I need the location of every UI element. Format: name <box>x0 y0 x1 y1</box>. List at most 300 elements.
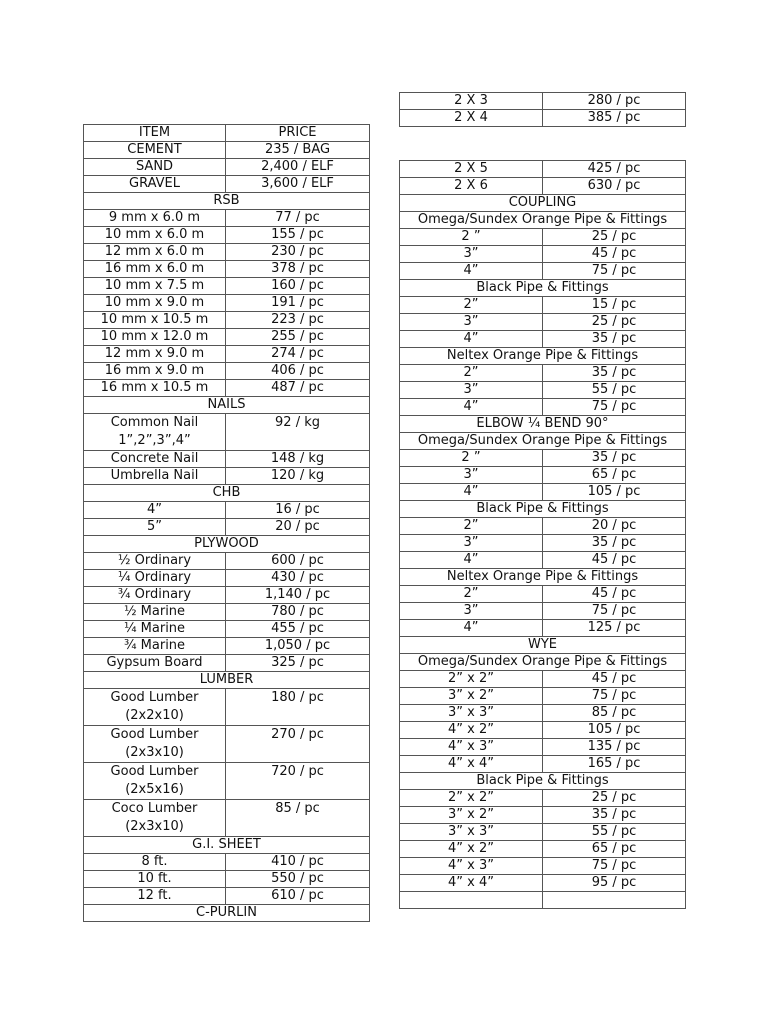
item-cell <box>84 800 226 837</box>
item-name: GRAVEL <box>129 176 180 191</box>
price-cell: 235 / BAG <box>226 142 370 159</box>
price-cell: 270 / pc <box>226 726 370 763</box>
price-cell: 1,050 / pc <box>226 638 370 655</box>
item-cell <box>84 689 226 726</box>
item-cell <box>400 722 543 739</box>
table-row <box>84 587 370 604</box>
price-cell: 25 / pc <box>543 314 686 331</box>
item-name: Good Lumber <box>110 690 199 705</box>
table-row <box>84 261 370 278</box>
item-cell <box>84 655 226 672</box>
item-name: 2” <box>463 297 479 312</box>
item-name: 10 mm x 12.0 m <box>100 329 209 344</box>
price-cell: 120 / kg <box>226 468 370 485</box>
item-name: CEMENT <box>127 142 182 157</box>
item-cell <box>84 227 226 244</box>
table-row <box>84 726 370 763</box>
item-name: Good Lumber <box>110 764 199 779</box>
item-cell <box>84 329 226 346</box>
price-cell: 85 / pc <box>543 705 686 722</box>
item-name: 10 ft. <box>137 871 172 886</box>
table-row <box>400 229 686 246</box>
price-table-left-body <box>84 125 370 922</box>
section-header-row <box>84 672 370 689</box>
table-row <box>84 502 370 519</box>
price-table-right-top-body <box>400 93 686 127</box>
price-cell: 630 / pc <box>543 178 686 195</box>
section-header: WYE <box>400 637 686 654</box>
price-cell: 378 / pc <box>226 261 370 278</box>
price-cell: 1,140 / pc <box>226 587 370 604</box>
item-cell <box>400 331 543 348</box>
section-header-row <box>400 637 686 654</box>
item-name: 16 mm x 6.0 m <box>104 261 205 276</box>
item-cell <box>400 382 543 399</box>
table-row <box>400 756 686 773</box>
price-cell: 160 / pc <box>226 278 370 295</box>
table-row <box>400 841 686 858</box>
price-cell: 77 / pc <box>226 210 370 227</box>
item-cell <box>84 621 226 638</box>
price-cell: 600 / pc <box>226 553 370 570</box>
section-header-row <box>84 485 370 502</box>
item-name: 2” <box>463 518 479 533</box>
item-detail: 1”,2”,3”,4” <box>118 433 191 448</box>
table-row <box>400 93 686 110</box>
price-cell: 75 / pc <box>543 399 686 416</box>
section-header: LUMBER <box>84 672 370 689</box>
table-row <box>400 705 686 722</box>
price-cell: 223 / pc <box>226 312 370 329</box>
item-cell <box>84 451 226 468</box>
price-cell: 191 / pc <box>226 295 370 312</box>
item-cell <box>400 858 543 875</box>
section-header-row <box>400 569 686 586</box>
item-name: ITEM <box>138 125 171 140</box>
table-row <box>400 518 686 535</box>
table-row <box>400 484 686 501</box>
section-header: C-PURLIN <box>84 905 370 922</box>
price-cell: 430 / pc <box>226 570 370 587</box>
item-detail: (2x5x16) <box>125 782 184 797</box>
price-cell: 45 / pc <box>543 552 686 569</box>
item-cell <box>84 142 226 159</box>
item-cell <box>84 468 226 485</box>
item-cell <box>400 365 543 382</box>
table-row <box>84 227 370 244</box>
table-row <box>400 824 686 841</box>
item-cell <box>400 807 543 824</box>
price-table-left <box>83 124 370 922</box>
section-header-row <box>400 501 686 518</box>
item-cell <box>84 570 226 587</box>
item-name: ½ Marine <box>123 604 186 619</box>
item-name: 12 mm x 6.0 m <box>104 244 205 259</box>
item-name: 4” <box>463 399 479 414</box>
price-cell: 385 / pc <box>543 110 686 127</box>
item-name: 16 mm x 9.0 m <box>104 363 205 378</box>
item-cell <box>84 363 226 380</box>
price-cell: 75 / pc <box>543 263 686 280</box>
section-header-row <box>400 654 686 671</box>
section-header: RSB <box>84 193 370 210</box>
item-name: 3” <box>463 467 479 482</box>
table-row <box>84 570 370 587</box>
section-header-row <box>400 773 686 790</box>
price-cell: 75 / pc <box>543 688 686 705</box>
table-row <box>84 363 370 380</box>
item-cell <box>400 552 543 569</box>
item-name: 4” <box>463 552 479 567</box>
table-row <box>400 722 686 739</box>
item-name: 4” x 3” <box>448 739 494 754</box>
item-cell <box>400 535 543 552</box>
item-name: Good Lumber <box>110 727 199 742</box>
item-name: ¼ Marine <box>123 621 186 636</box>
price-cell: 455 / pc <box>226 621 370 638</box>
item-cell <box>400 263 543 280</box>
item-name: 4” <box>463 263 479 278</box>
table-row <box>400 552 686 569</box>
section-header: Omega/Sundex Orange Pipe & Fittings <box>400 433 686 450</box>
price-table-right-top <box>399 92 686 127</box>
table-row <box>400 467 686 484</box>
item-cell <box>84 278 226 295</box>
item-name: 4” <box>463 331 479 346</box>
price-cell: 487 / pc <box>226 380 370 397</box>
section-header-row <box>400 348 686 365</box>
table-row <box>400 450 686 467</box>
item-cell <box>84 295 226 312</box>
item-name: 4” x 3” <box>448 858 494 873</box>
item-name: Umbrella Nail <box>110 468 199 483</box>
item-cell <box>84 414 226 451</box>
item-name: 10 mm x 6.0 m <box>104 227 205 242</box>
item-cell <box>400 603 543 620</box>
price-cell: 55 / pc <box>543 382 686 399</box>
section-header: Omega/Sundex Orange Pipe & Fittings <box>400 212 686 229</box>
table-row <box>84 519 370 536</box>
price-cell: 105 / pc <box>543 484 686 501</box>
table-row <box>84 244 370 261</box>
table-row <box>400 807 686 824</box>
item-name: 4” <box>146 502 162 517</box>
section-header-row <box>84 193 370 210</box>
item-name: 2 X 5 <box>454 161 488 176</box>
price-cell: 165 / pc <box>543 756 686 773</box>
item-detail: (2x3x10) <box>125 745 184 760</box>
item-name: 5” <box>146 519 162 534</box>
table-row <box>400 246 686 263</box>
item-name: 10 mm x 10.5 m <box>100 312 209 327</box>
section-header: Black Pipe & Fittings <box>400 773 686 790</box>
price-cell: 325 / pc <box>226 655 370 672</box>
price-cell: 135 / pc <box>543 739 686 756</box>
price-cell: PRICE <box>226 125 370 142</box>
table-row <box>84 689 370 726</box>
section-header: NAILS <box>84 397 370 414</box>
item-cell <box>84 604 226 621</box>
item-name: 2” x 2” <box>448 790 494 805</box>
item-name: 16 mm x 10.5 m <box>100 380 209 395</box>
item-cell <box>84 346 226 363</box>
price-cell: 550 / pc <box>226 871 370 888</box>
item-cell <box>400 467 543 484</box>
table-row <box>84 176 370 193</box>
item-cell <box>400 518 543 535</box>
item-cell <box>84 763 226 800</box>
section-header: G.I. SHEET <box>84 837 370 854</box>
item-cell <box>400 841 543 858</box>
table-row <box>400 161 686 178</box>
item-name: 3” x 3” <box>448 824 494 839</box>
table-row <box>84 380 370 397</box>
item-cell <box>84 888 226 905</box>
section-header-row <box>84 837 370 854</box>
price-cell: 65 / pc <box>543 467 686 484</box>
price-cell: 16 / pc <box>226 502 370 519</box>
price-cell: 255 / pc <box>226 329 370 346</box>
item-name: 9 mm x 6.0 m <box>108 210 201 225</box>
item-name: 3” <box>463 246 479 261</box>
table-row <box>84 125 370 142</box>
price-cell: 35 / pc <box>543 450 686 467</box>
item-name: 2 X 6 <box>454 178 488 193</box>
item-cell <box>400 93 543 110</box>
price-cell: 3,600 / ELF <box>226 176 370 193</box>
price-cell: 406 / pc <box>226 363 370 380</box>
price-cell: 92 / kg <box>226 414 370 451</box>
item-name: 12 mm x 9.0 m <box>104 346 205 361</box>
table-row <box>400 892 686 909</box>
item-cell <box>400 705 543 722</box>
section-header-row <box>84 397 370 414</box>
table-row <box>84 451 370 468</box>
price-cell: 25 / pc <box>543 790 686 807</box>
price-cell: 25 / pc <box>543 229 686 246</box>
table-row <box>84 468 370 485</box>
item-cell <box>84 726 226 763</box>
item-cell <box>400 671 543 688</box>
table-row <box>84 800 370 837</box>
table-row <box>400 790 686 807</box>
table-row <box>400 671 686 688</box>
item-cell <box>84 502 226 519</box>
price-cell: 75 / pc <box>543 603 686 620</box>
price-table-right <box>399 160 686 909</box>
item-name: 2” <box>463 586 479 601</box>
section-header: Black Pipe & Fittings <box>400 501 686 518</box>
item-cell <box>400 399 543 416</box>
item-name: 2 ” <box>461 229 481 244</box>
item-cell <box>84 261 226 278</box>
item-name: 2” x 2” <box>448 671 494 686</box>
item-name: 10 mm x 9.0 m <box>104 295 205 310</box>
table-row <box>84 604 370 621</box>
section-header: Neltex Orange Pipe & Fittings <box>400 348 686 365</box>
item-cell <box>84 587 226 604</box>
item-cell <box>84 210 226 227</box>
item-cell <box>84 854 226 871</box>
price-cell: 95 / pc <box>543 875 686 892</box>
item-cell <box>400 756 543 773</box>
table-row <box>400 314 686 331</box>
price-table-right-body <box>400 161 686 909</box>
table-row <box>400 535 686 552</box>
price-cell: 35 / pc <box>543 807 686 824</box>
item-cell <box>400 314 543 331</box>
price-cell: 45 / pc <box>543 586 686 603</box>
price-cell: 125 / pc <box>543 620 686 637</box>
price-cell: 65 / pc <box>543 841 686 858</box>
price-cell: 274 / pc <box>226 346 370 363</box>
price-cell: 410 / pc <box>226 854 370 871</box>
price-cell: 2,400 / ELF <box>226 159 370 176</box>
item-detail: (2x2x10) <box>125 708 184 723</box>
table-row <box>84 295 370 312</box>
section-header-row <box>84 536 370 553</box>
section-header: CHB <box>84 485 370 502</box>
table-row <box>400 178 686 195</box>
table-row <box>84 312 370 329</box>
item-cell <box>400 484 543 501</box>
item-name: 4” x 4” <box>448 756 494 771</box>
item-cell <box>84 125 226 142</box>
item-name: SAND <box>135 159 174 174</box>
section-header-row <box>400 212 686 229</box>
table-row <box>84 329 370 346</box>
item-cell <box>400 824 543 841</box>
table-row <box>84 142 370 159</box>
table-row <box>400 399 686 416</box>
item-name: 2 X 4 <box>454 110 488 125</box>
item-cell <box>400 620 543 637</box>
item-cell <box>84 871 226 888</box>
item-name: 8 ft. <box>141 854 168 869</box>
item-cell <box>84 159 226 176</box>
price-cell: 45 / pc <box>543 671 686 688</box>
price-cell: 55 / pc <box>543 824 686 841</box>
table-row <box>84 638 370 655</box>
item-name: Coco Lumber <box>111 801 198 816</box>
item-cell <box>400 110 543 127</box>
item-name: 12 ft. <box>137 888 172 903</box>
table-row <box>84 346 370 363</box>
section-header-row <box>400 433 686 450</box>
price-cell: 230 / pc <box>226 244 370 261</box>
item-cell <box>84 519 226 536</box>
price-cell <box>543 892 686 909</box>
price-cell: 20 / pc <box>543 518 686 535</box>
section-header-row <box>84 905 370 922</box>
section-header: Omega/Sundex Orange Pipe & Fittings <box>400 654 686 671</box>
section-header: Black Pipe & Fittings <box>400 280 686 297</box>
item-cell <box>84 638 226 655</box>
item-cell <box>84 380 226 397</box>
table-row <box>400 382 686 399</box>
price-cell: 425 / pc <box>543 161 686 178</box>
item-name: ¼ Ordinary <box>117 570 192 585</box>
item-name: 4” <box>463 484 479 499</box>
item-name: 3” x 3” <box>448 705 494 720</box>
item-name: 2” <box>463 365 479 380</box>
item-name: ¾ Ordinary <box>117 587 192 602</box>
price-cell: 45 / pc <box>543 246 686 263</box>
section-header-row <box>400 416 686 433</box>
table-row <box>400 739 686 756</box>
item-name: 4” x 2” <box>448 722 494 737</box>
table-row <box>400 331 686 348</box>
table-row <box>400 586 686 603</box>
item-name: ½ Ordinary <box>117 553 192 568</box>
item-name: 4” x 4” <box>448 875 494 890</box>
table-row <box>400 688 686 705</box>
item-cell <box>400 246 543 263</box>
item-name: Concrete Nail <box>110 451 199 466</box>
price-cell: 280 / pc <box>543 93 686 110</box>
price-cell: 720 / pc <box>226 763 370 800</box>
item-cell <box>400 297 543 314</box>
item-cell <box>400 790 543 807</box>
table-row <box>84 159 370 176</box>
price-cell: 610 / pc <box>226 888 370 905</box>
table-row <box>400 110 686 127</box>
section-header: COUPLING <box>400 195 686 212</box>
item-name: 3” <box>463 314 479 329</box>
table-row <box>84 621 370 638</box>
item-cell <box>400 586 543 603</box>
price-cell: 20 / pc <box>226 519 370 536</box>
price-cell: 15 / pc <box>543 297 686 314</box>
section-header-row <box>400 280 686 297</box>
item-name: 3” <box>463 603 479 618</box>
item-name: 4” <box>463 620 479 635</box>
item-cell <box>400 450 543 467</box>
item-name: Common Nail <box>110 415 199 430</box>
price-cell: 780 / pc <box>226 604 370 621</box>
table-row <box>84 888 370 905</box>
item-name: Gypsum Board <box>106 655 203 670</box>
table-row <box>84 210 370 227</box>
item-name: 10 mm x 7.5 m <box>104 278 205 293</box>
item-cell <box>84 176 226 193</box>
table-row <box>84 278 370 295</box>
table-row <box>84 553 370 570</box>
item-name: 2 X 3 <box>454 93 488 108</box>
table-row <box>400 858 686 875</box>
item-name: 4” x 2” <box>448 841 494 856</box>
item-cell <box>84 312 226 329</box>
item-cell <box>84 553 226 570</box>
table-row <box>400 875 686 892</box>
item-cell <box>400 688 543 705</box>
item-cell <box>400 178 543 195</box>
item-cell <box>84 244 226 261</box>
section-header: Neltex Orange Pipe & Fittings <box>400 569 686 586</box>
table-row <box>84 414 370 451</box>
item-cell <box>400 739 543 756</box>
section-header-row <box>400 195 686 212</box>
price-cell: 35 / pc <box>543 331 686 348</box>
item-cell <box>400 161 543 178</box>
section-header: ELBOW ¼ BEND 90° <box>400 416 686 433</box>
table-row <box>84 871 370 888</box>
item-name: 3” <box>463 535 479 550</box>
table-row <box>400 297 686 314</box>
price-cell: 35 / pc <box>543 535 686 552</box>
table-row <box>84 763 370 800</box>
table-row <box>400 603 686 620</box>
